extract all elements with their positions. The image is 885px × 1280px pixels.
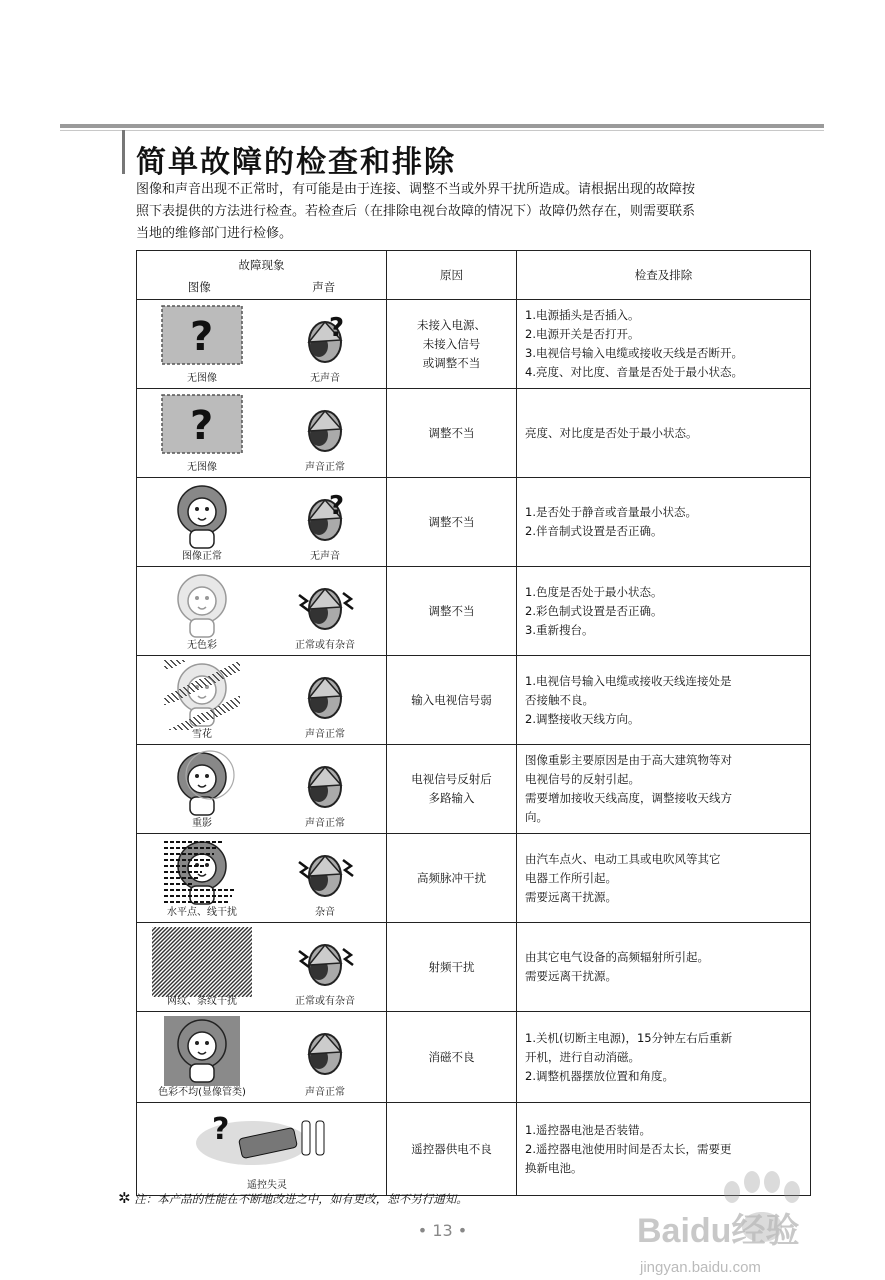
- table-row: [137, 567, 811, 656]
- cause-line: 消磁不良: [428, 1049, 475, 1064]
- symptom-cell: [137, 389, 387, 478]
- cause-cell: [387, 1012, 517, 1103]
- lion-lines-icon: [164, 838, 240, 911]
- picture-symptom: [147, 567, 257, 655]
- page-title: 简单故障的检查和排除: [136, 145, 456, 180]
- intro-line: 图像和声音出现不正常时，有可能是由于连接、调整不当或外界干扰所造成。请根据出现的故障按: [136, 182, 696, 197]
- fix-line: 1.关机(切断主电源)，15分钟左右后重新: [525, 1030, 733, 1045]
- watermark-url: jingyan.baidu.com: [640, 1259, 761, 1276]
- fix-line: 1.色度是否处于最小状态。: [525, 584, 663, 599]
- cause-line: 调整不当: [428, 425, 475, 440]
- fix-line: 1.电源插头是否插入。: [525, 308, 640, 322]
- lion-ghost-icon: [164, 749, 240, 822]
- cause-cell: [387, 923, 517, 1012]
- sound-symptom: [275, 567, 375, 655]
- svg-text:?: ?: [190, 314, 214, 360]
- header-cause: 原因: [387, 251, 517, 300]
- cause-cell: [387, 567, 517, 656]
- remote-question-icon: [182, 1107, 352, 1172]
- picture-caption: 遥控失灵: [247, 1180, 287, 1191]
- fix-line: 电器工作所引起。: [525, 870, 617, 885]
- speaker-noise-icon: [295, 844, 355, 907]
- sound-symptom: [275, 300, 375, 388]
- table-row: [137, 745, 811, 834]
- table-row: [137, 834, 811, 923]
- fix-line: 4.亮度、对比度、音量是否处于最小状态。: [525, 365, 743, 379]
- fix-cell: [517, 389, 811, 478]
- fix-cell: [517, 300, 811, 389]
- table-row: [137, 389, 811, 478]
- page-number: • 13 •: [417, 1221, 468, 1240]
- fix-line: 2.电源开关是否打开。: [525, 327, 640, 341]
- header-sound-label: 声音: [312, 280, 336, 294]
- lion-icon: [164, 482, 240, 555]
- cause-line: 输入电视信号弱: [411, 692, 492, 707]
- picture-symptom: [167, 1103, 367, 1195]
- symptom-cell: [137, 1103, 387, 1196]
- fix-cell: [517, 567, 811, 656]
- picture-caption: 无图像: [187, 462, 217, 473]
- speaker-question-icon: [295, 488, 355, 551]
- sound-caption: 声音正常: [305, 462, 345, 473]
- sound-symptom: [275, 745, 375, 833]
- sound-caption: 杂音: [315, 907, 335, 918]
- question-screen-icon: [160, 393, 244, 458]
- sound-symptom: [275, 656, 375, 744]
- fix-line: 2.调整接收天线方向。: [525, 711, 640, 726]
- picture-caption: 无图像: [187, 373, 217, 384]
- symptom-cell: [137, 300, 387, 389]
- question-screen-icon: [160, 304, 244, 369]
- picture-caption: 雪花: [192, 729, 212, 740]
- header-symptom-label: 故障现象: [238, 258, 285, 272]
- table-header-row: [137, 251, 811, 300]
- fix-line: 需要远离干扰源。: [525, 889, 617, 904]
- cause-line: 未接入电源、: [417, 317, 486, 332]
- picture-symptom: [147, 923, 257, 1011]
- baidu-watermark: [632, 1152, 882, 1277]
- sound-caption: 无声音: [310, 373, 340, 384]
- svg-text:?: ?: [190, 403, 214, 449]
- svg-text:?: ?: [212, 1112, 230, 1147]
- symptom-cell: [137, 923, 387, 1012]
- fix-line: 由其它电气设备的高频辐射所引起。: [525, 950, 709, 964]
- speaker-icon: [295, 1022, 355, 1085]
- cause-cell: [387, 1103, 517, 1196]
- picture-symptom: [147, 745, 257, 833]
- picture-symptom: [147, 478, 257, 566]
- cause-line: 或调整不当: [422, 355, 481, 370]
- fix-line: 图像重影主要原因是由于高大建筑物等对: [525, 753, 732, 767]
- header-rule-thin: [60, 130, 824, 131]
- hatch-pattern-icon: [152, 927, 252, 1000]
- picture-caption: 网纹、条纹干扰: [167, 996, 237, 1007]
- watermark-brand: Baidu经验: [637, 1212, 800, 1250]
- cause-line: 遥控器供电不良: [411, 1141, 492, 1156]
- fix-line: 2.伴音制式设置是否正确。: [525, 524, 663, 538]
- symptom-cell: [137, 745, 387, 834]
- cause-cell: [387, 300, 517, 389]
- table-row: [137, 656, 811, 745]
- intro-line: 当地的维修部门进行检修。: [136, 226, 293, 241]
- lion-dark-icon: [164, 1016, 240, 1089]
- sound-caption: 正常或有杂音: [295, 640, 355, 651]
- picture-caption: 色彩不均(显像管类): [158, 1087, 246, 1098]
- speaker-question-icon: [295, 310, 355, 373]
- header-picture-label: 图像: [187, 280, 211, 294]
- speaker-icon: [295, 666, 355, 729]
- sound-caption: 声音正常: [305, 818, 345, 829]
- picture-caption: 重影: [192, 818, 212, 829]
- lightbulb-icon: ✲: [118, 1189, 131, 1207]
- picture-caption: 图像正常: [182, 551, 222, 562]
- symptom-cell: [137, 834, 387, 923]
- cause-line: 电视信号反射后: [411, 772, 492, 786]
- sound-caption: 正常或有杂音: [295, 996, 355, 1007]
- fix-line: 亮度、对比度是否处于最小状态。: [525, 425, 698, 440]
- cause-line: 调整不当: [428, 514, 475, 529]
- lion-pale-icon: [164, 571, 240, 644]
- fix-line: 需要远离干扰源。: [525, 969, 617, 983]
- footnote: [118, 1189, 468, 1207]
- troubleshooting-table: [136, 250, 811, 1196]
- table-row: [137, 478, 811, 567]
- fix-cell: [517, 1012, 811, 1103]
- symptom-cell: [137, 478, 387, 567]
- picture-caption: 水平点、线干扰: [167, 907, 237, 918]
- fix-line: 3.重新搜台。: [525, 622, 594, 637]
- header-symptom: [137, 251, 387, 300]
- speaker-icon: [295, 399, 355, 462]
- sound-symptom: [275, 834, 375, 922]
- cause-line: 多路输入: [428, 791, 475, 805]
- sound-symptom: [275, 389, 375, 477]
- picture-symptom: [147, 1012, 257, 1102]
- fix-line: 由汽车点火、电动工具或电吹风等其它: [525, 851, 721, 866]
- table-row: [137, 300, 811, 389]
- speaker-noise-icon: [295, 577, 355, 640]
- cause-line: 未接入信号: [422, 336, 481, 351]
- fix-line: 2.调整机器摆放位置和角度。: [525, 1068, 674, 1083]
- fix-line: 1.是否处于静音或音量最小状态。: [525, 505, 697, 519]
- speaker-noise-icon: [295, 933, 355, 996]
- fix-cell: [517, 478, 811, 567]
- fix-line: 开机，进行自动消磁。: [525, 1049, 640, 1064]
- picture-caption: 无色彩: [187, 640, 217, 651]
- svg-text:?: ?: [329, 491, 345, 521]
- cause-cell: [387, 478, 517, 567]
- cause-line: 射频干扰: [428, 959, 475, 974]
- fix-line: 否接触不良。: [525, 692, 594, 707]
- header-rule: [60, 124, 824, 128]
- cause-cell: [387, 389, 517, 478]
- fix-line: 电视信号的反射引起。: [525, 772, 640, 786]
- fix-line: 2.遥控器电池使用时间是否太长，需要更: [525, 1141, 732, 1156]
- fix-line: 1.遥控器电池是否装错。: [525, 1122, 651, 1137]
- fix-line: 2.彩色制式设置是否正确。: [525, 603, 663, 618]
- sound-caption: 声音正常: [305, 1087, 345, 1098]
- cause-line: 高频脉冲干扰: [417, 870, 486, 885]
- table-row: [137, 923, 811, 1012]
- sound-symptom: [275, 478, 375, 566]
- sound-caption: 声音正常: [305, 729, 345, 740]
- cause-line: 调整不当: [428, 603, 475, 618]
- cause-cell: [387, 745, 517, 834]
- picture-symptom: [147, 389, 257, 477]
- picture-symptom: [147, 656, 257, 744]
- sound-caption: 无声音: [310, 551, 340, 562]
- fix-cell: [517, 923, 811, 1012]
- fix-line: 向。: [525, 810, 548, 824]
- fix-line: 3.电视信号输入电缆或接收天线是否断开。: [525, 346, 743, 360]
- fix-cell: [517, 745, 811, 834]
- sound-symptom: [275, 1012, 375, 1102]
- svg-text:?: ?: [329, 313, 345, 343]
- cause-cell: [387, 834, 517, 923]
- footnote-text: 注：本产品的性能在不断地改进之中，如有更改，恕不另行通知。: [134, 1192, 468, 1206]
- speaker-icon: [295, 755, 355, 818]
- symptom-cell: [137, 1012, 387, 1103]
- sound-symptom: [275, 923, 375, 1011]
- header-fix: 检查及排除: [517, 251, 811, 300]
- picture-symptom: [147, 834, 257, 922]
- intro-paragraph: [136, 179, 826, 245]
- table-row: [137, 1012, 811, 1103]
- symptom-cell: [137, 567, 387, 656]
- symptom-cell: [137, 656, 387, 745]
- cause-cell: [387, 656, 517, 745]
- fix-cell: [517, 656, 811, 745]
- intro-line: 照下表提供的方法进行检查。若检查后（在排除电视台故障的情况下）故障仍然存在，则需要联系: [136, 204, 696, 219]
- title-accent-bar: [122, 130, 125, 174]
- fix-line: 1.电视信号输入电缆或接收天线连接处是: [525, 673, 732, 688]
- lion-snow-icon: [164, 660, 240, 733]
- picture-symptom: [147, 300, 257, 388]
- fix-line: 需要增加接收天线高度，调整接收天线方: [525, 791, 732, 805]
- fix-line: 换新电池。: [525, 1160, 583, 1175]
- fix-cell: [517, 834, 811, 923]
